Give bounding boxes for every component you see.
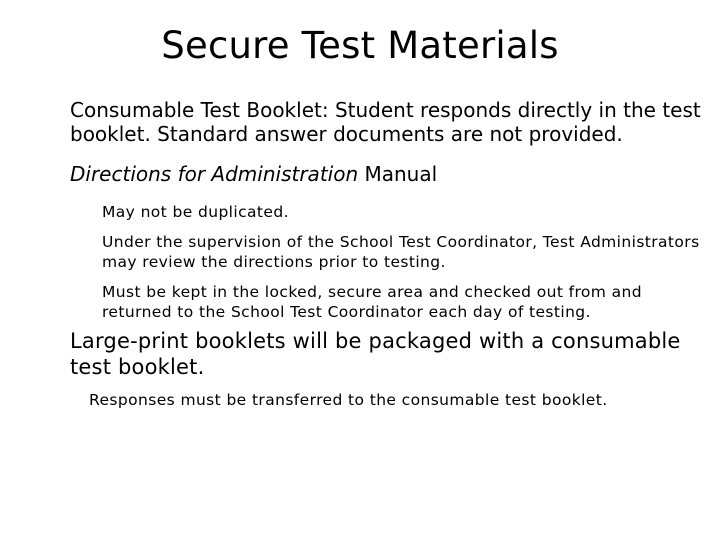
bullet-directions-manual — [70, 162, 710, 186]
manual-title-suffix: Manual — [358, 162, 438, 186]
slide-title: Secure Test Materials — [161, 24, 559, 67]
sub-bullet-transfer-responses: Responses must be transferred to the consumable test booklet. — [89, 391, 608, 409]
slide-body — [70, 98, 710, 410]
bullet-consumable-booklet: Consumable Test Booklet: Student responds directly in the test booklet. Standard answer documents are not provided. — [70, 98, 701, 146]
sub-bullet-no-duplicate: May not be duplicated. — [102, 203, 289, 221]
sub-bullet-review-directions: Under the supervision of the School Test Coordinator, Test Administrators may review the directions prior to testing. — [102, 233, 700, 271]
bullet-large-print: Large-print booklets will be packaged with a consumable test booklet. — [70, 329, 681, 379]
sub-bullet-secure-storage: Must be kept in the locked, secure area and checked out from and returned to the School Test Coordinator each day of testing. — [102, 283, 642, 321]
manual-title-italic: Directions for Administration — [70, 162, 359, 186]
